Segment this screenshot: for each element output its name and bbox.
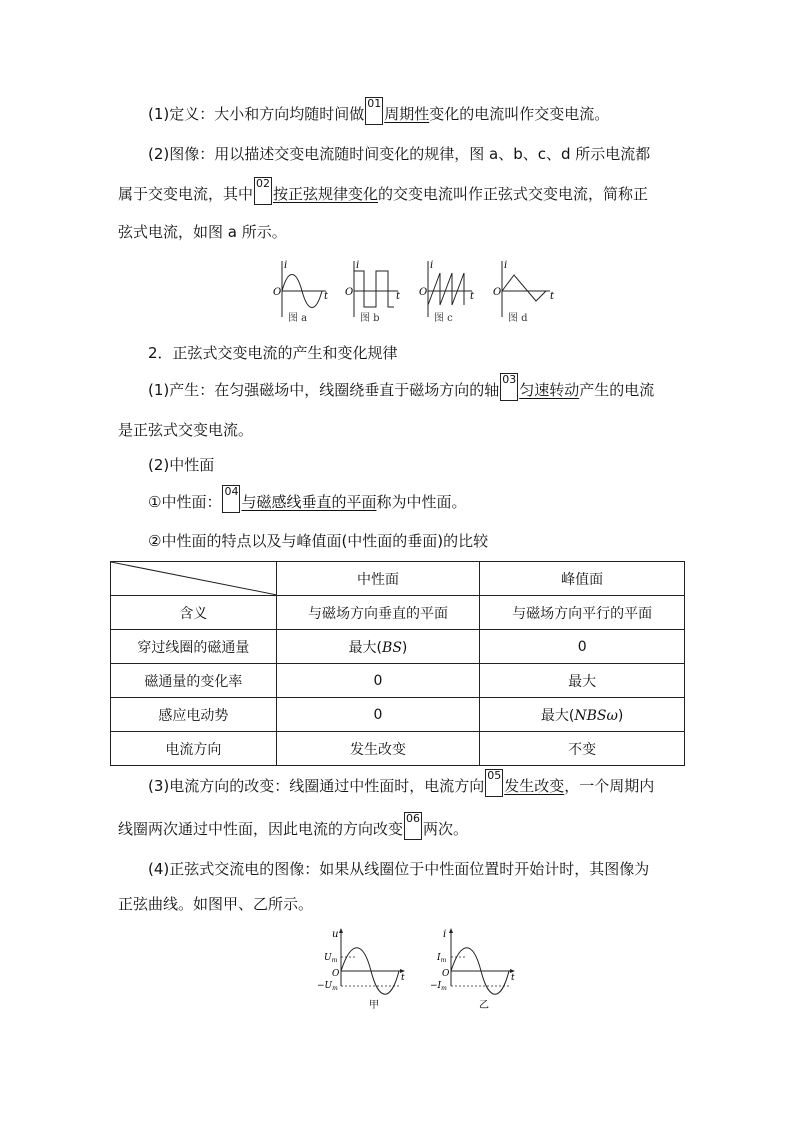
origin-label: O xyxy=(493,287,502,298)
text: 属于交变电流，其中 xyxy=(118,185,254,203)
direction-change-paragraph xyxy=(148,769,655,803)
text: 最大( xyxy=(348,639,383,656)
axis-label: t xyxy=(401,973,405,983)
axis-label: i xyxy=(443,929,447,940)
subscript: m xyxy=(441,985,447,992)
header-neutral-plane: 中性面 xyxy=(276,562,480,596)
table-cell: 0 xyxy=(276,698,480,732)
peak-label xyxy=(436,953,447,964)
axis-label: u xyxy=(332,929,339,940)
axis-label: t xyxy=(550,291,555,302)
comparison-table xyxy=(110,561,685,766)
table-cell: 与磁场方向平行的平面 xyxy=(480,596,685,630)
neg-peak-label xyxy=(430,981,447,992)
axis-label: i xyxy=(504,260,508,271)
origin-label: O xyxy=(273,287,282,298)
table-cell: 不变 xyxy=(480,732,685,766)
text: ①中性面： xyxy=(148,493,222,511)
figure-caption: 图 b xyxy=(360,313,380,324)
axis-label: t xyxy=(470,291,475,302)
image-paragraph-line1: (2)图像：用以描述交变电流随时间变化的规律，图 a、b、c、d 所示电流都 xyxy=(148,145,651,163)
table-row xyxy=(111,630,685,664)
axis-label: t xyxy=(324,291,329,302)
table-cell: 0 xyxy=(480,630,685,664)
text: 线圈两次通过中性面，因此电流的方向改变 xyxy=(118,820,404,838)
table-row xyxy=(111,698,685,732)
text: 变化的电流叫作交变电流。 xyxy=(429,105,610,123)
sine-figures xyxy=(315,926,525,1012)
table-header-row xyxy=(111,562,685,596)
formula: BS xyxy=(382,639,402,656)
subscript: m xyxy=(332,985,338,992)
origin-label: O xyxy=(442,969,450,979)
answer-box-06: 06 xyxy=(404,812,422,840)
definition-paragraph xyxy=(148,97,610,131)
table-cell: 最大 xyxy=(480,664,685,698)
peak-label xyxy=(324,953,338,964)
direction-change-line2 xyxy=(118,812,469,846)
figure-caption: 图 d xyxy=(508,313,528,324)
section-title: 2．正弦式交变电流的产生和变化规律 xyxy=(148,344,398,362)
text: ，一个周期内 xyxy=(564,777,655,795)
table-cell: 磁通量的变化率 xyxy=(111,664,277,698)
figure-caption: 图 a xyxy=(288,313,308,324)
figure-a xyxy=(273,260,329,324)
neutral-plane-heading: (2)中性面 xyxy=(148,456,215,474)
answer-box-01: 01 xyxy=(365,97,383,125)
axis-label: i xyxy=(430,260,434,271)
text: 最大( xyxy=(540,707,575,724)
figure-caption: 乙 xyxy=(479,1000,489,1011)
diagonal-line xyxy=(111,562,277,595)
text: (1)产生：在匀强磁场中，线圈绕垂直于磁场方向的轴 xyxy=(148,381,500,399)
text: ) xyxy=(617,707,624,724)
axis-label: t xyxy=(511,973,515,983)
answer-box-03: 03 xyxy=(500,373,518,401)
table-cell: 0 xyxy=(276,664,480,698)
table-cell xyxy=(480,698,685,732)
figure-b xyxy=(345,260,401,324)
answer-box-05: 05 xyxy=(485,769,503,797)
origin-label: O xyxy=(345,287,354,298)
diagonal-header-cell xyxy=(111,562,277,596)
text: (3)电流方向的改变：线圈通过中性面时，电流方向 xyxy=(148,777,485,795)
figure-yi xyxy=(430,928,515,1011)
table-cell: 电流方向 xyxy=(111,732,277,766)
origin-label: O xyxy=(419,287,428,298)
text: −U xyxy=(317,981,333,991)
text: I xyxy=(437,953,441,963)
figure-c xyxy=(419,260,475,324)
image-paragraph-line2 xyxy=(118,177,649,211)
answer-text: 发生改变 xyxy=(504,777,565,795)
text: 产生的电流 xyxy=(579,381,655,399)
figure-caption: 图 c xyxy=(434,313,453,324)
neutral-plane-definition xyxy=(148,485,467,519)
text: 的交变电流叫作正弦式交变电流，简称正 xyxy=(378,185,649,203)
text: (1)定义：大小和方向均随时间做 xyxy=(148,105,365,123)
answer-text: 周期性 xyxy=(384,105,430,123)
subscript: m xyxy=(331,957,338,964)
table-row xyxy=(111,664,685,698)
neg-peak-label xyxy=(317,981,338,992)
subscript: m xyxy=(440,957,447,964)
sine-graph-paragraph: (4)正弦式交流电的图像：如果从线圈位于中性面位置时开始计时，其图像为 xyxy=(148,860,650,878)
answer-text: 匀速转动 xyxy=(519,381,580,399)
axis-label: i xyxy=(284,260,288,271)
answer-box-02: 02 xyxy=(254,177,272,205)
table-cell: 发生改变 xyxy=(276,732,480,766)
origin-label: O xyxy=(332,969,340,979)
table-cell: 与磁场方向垂直的平面 xyxy=(276,596,480,630)
formula: NBSω xyxy=(574,707,618,724)
text: 称为中性面。 xyxy=(376,493,467,511)
header-peak-plane: 峰值面 xyxy=(480,562,685,596)
table-cell xyxy=(276,630,480,664)
answer-box-04: 04 xyxy=(222,485,240,513)
table-cell: 感应电动势 xyxy=(111,698,277,732)
table-cell: 含义 xyxy=(111,596,277,630)
figure-caption: 甲 xyxy=(369,1000,379,1011)
axis-label: t xyxy=(396,291,401,302)
comparison-intro: ②中性面的特点以及与峰值面(中性面的垂面)的比较 xyxy=(148,532,489,550)
answer-text: 与磁感线垂直的平面 xyxy=(241,493,377,511)
generation-paragraph-line2: 是正弦式交变电流。 xyxy=(118,421,254,439)
table-cell: 穿过线圈的磁通量 xyxy=(111,630,277,664)
table-row xyxy=(111,596,685,630)
text: ) xyxy=(401,639,408,656)
image-paragraph-line3: 弦式电流，如图 a 所示。 xyxy=(118,223,287,241)
text: −I xyxy=(430,981,442,991)
figure-d xyxy=(493,260,555,324)
generation-paragraph xyxy=(148,373,655,407)
table-row xyxy=(111,732,685,766)
text: U xyxy=(324,953,332,963)
figure-jia xyxy=(317,928,405,1011)
waveform-figures xyxy=(270,255,560,327)
answer-text: 按正弦规律变化 xyxy=(273,185,379,203)
sine-graph-paragraph-line2: 正弦曲线。如图甲、乙所示。 xyxy=(118,895,314,913)
axis-label: i xyxy=(356,260,360,271)
text: 两次。 xyxy=(423,820,469,838)
